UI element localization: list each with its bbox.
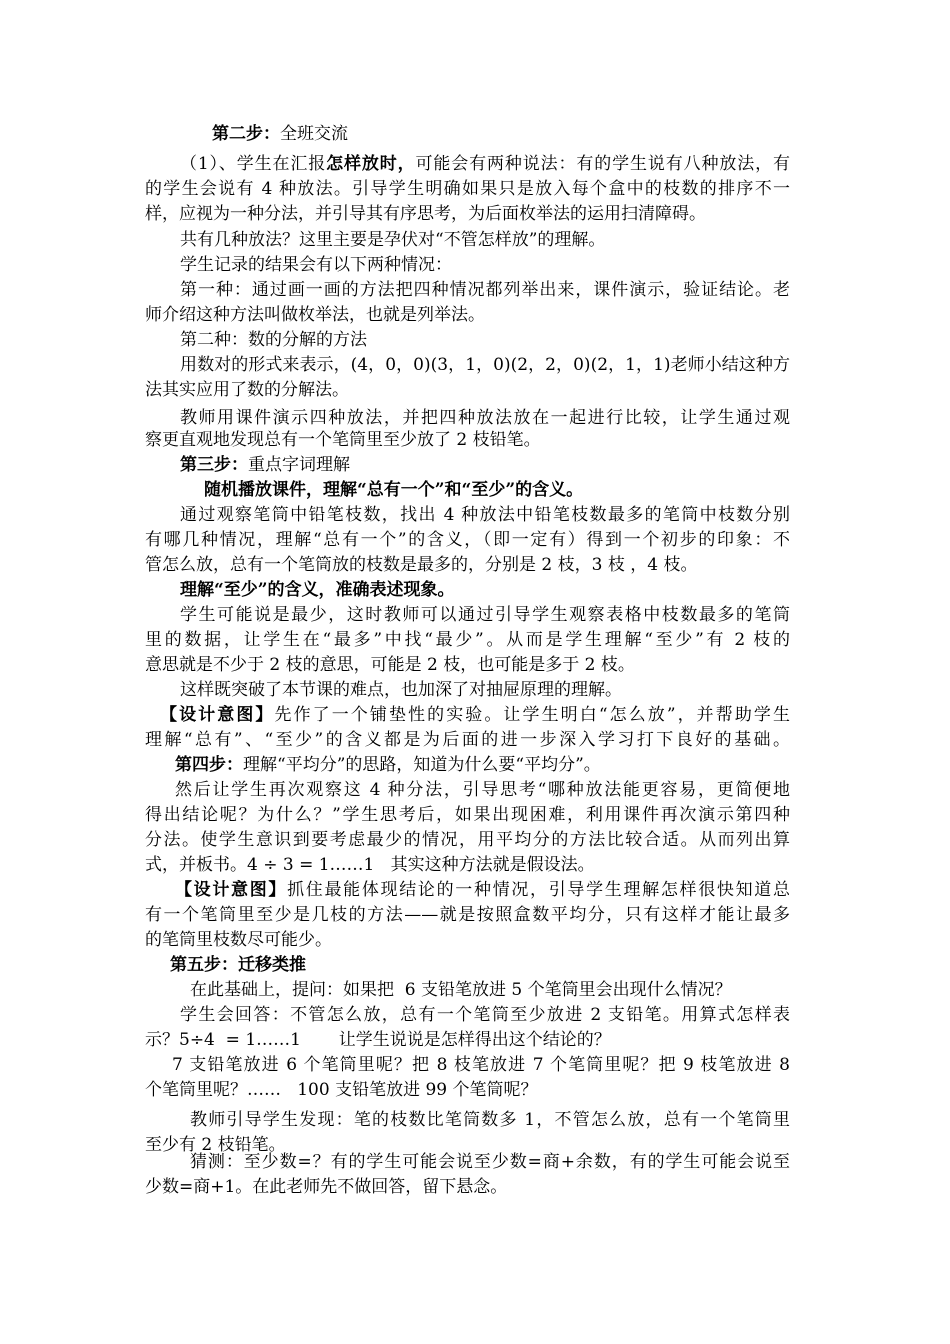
bold-subheading: 理解“至少”的含义，准确表述现象。 [180, 580, 455, 600]
paragraph-line: 式，并板书。4 ÷ 3 = 1……1 其实这种方法就是假设法。 [145, 855, 595, 875]
paragraph-line: 猜测：至少数=？有的学生可能会说至少数=商+余数，有的学生可能会说至 [190, 1152, 790, 1172]
paragraph-line: 的笔筒里枝数尽可能少。 [145, 930, 332, 950]
paragraph-line: 个笔筒里呢？…… 100 支铅笔放进 99 个笔筒呢？ [145, 1080, 538, 1100]
step5-heading: 第五步：迁移类推 [170, 955, 306, 975]
paragraph-line: 学生可能说是最少，这时教师可以通过引导学生观察表格中枝数最多的笔筒 [180, 605, 790, 625]
paragraph-line: 第一种：通过画一画的方法把四种情况都列举出来，课件演示，验证结论。老 [180, 280, 790, 300]
paragraph-line: 少数=商+1。在此老师先不做回答，留下悬念。 [145, 1177, 508, 1197]
text-run: 先作了一个铺垫性的实验。让学生明白“怎么放”，并帮助学生 [274, 705, 790, 725]
paragraph-line: 理解“总有”、“至少”的含义都是为后面的进一步深入学习打下良好的基础。 [145, 730, 790, 750]
paragraph-line: 学生记录的结果会有以下两种情况： [180, 255, 452, 275]
design-intent-line [160, 705, 790, 725]
paragraph-line: 师介绍这种方法叫做枚举法，也就是列举法。 [145, 305, 485, 325]
text-run: 可能会有两种说法：有的学生说有八种放法，有 [415, 154, 791, 174]
design-intent-label: 【设计意图】 [175, 880, 288, 900]
paragraph-line: 样，应视为一种分法，并引导其有序思考，为后面枚举法的运用扫清障碍。 [145, 204, 706, 224]
paragraph-line: 得出结论呢？为什么？”学生思考后，如果出现困难，利用课件再次演示第四种 [145, 805, 790, 825]
paragraph-line: 第二种：数的分解的方法 [180, 330, 367, 350]
step-title: 理解“平均分”的思路，知道为什么要“平均分”。 [243, 755, 601, 775]
step3-heading [180, 455, 350, 475]
design-intent-label: 【设计意图】 [160, 705, 275, 725]
bold-run: 怎样放时， [326, 154, 416, 174]
step-title: 重点字词理解 [248, 455, 350, 475]
paragraph-line: 这样既突破了本节课的难点，也加深了对抽屉原理的理解。 [180, 680, 622, 700]
paragraph-line [180, 154, 790, 174]
paragraph-line: 察更直观地发现总有一个笔筒里至少放了 2 枝铅笔。 [145, 430, 541, 450]
paragraph-line: 共有几种放法？这里主要是孕伏对“不管怎样放”的理解。 [180, 230, 606, 250]
paragraph-line: 教师用课件演示四种放法，并把四种放法放在一起进行比较，让学生通过观 [180, 408, 790, 428]
text-run: 抓住最能体现结论的一种情况，引导学生理解怎样很快知道总 [287, 880, 790, 900]
paragraph-line: 通过观察笔筒中铅笔枝数，找出 4 种放法中铅笔枝数最多的笔筒中枝数分别 [180, 505, 790, 525]
step-label: 第四步： [175, 755, 243, 775]
paragraph-line: 至少有 2 枝铅笔。 [145, 1135, 286, 1155]
step-label: 第三步： [180, 455, 248, 475]
paragraph-line: 里的数据，让学生在“最多”中找“最少”。从而是学生理解“至少”有 2 枝的 [145, 630, 790, 650]
step2-heading [212, 124, 348, 144]
paragraph-line: 用数对的形式来表示，(4，0，0)(3，1，0)(2，2，0)(2，1，1)老师小结这种方 [180, 355, 790, 375]
paragraph-line: 意思就是不少于 2 枝的意思，可能是 2 枝，也可能是多于 2 枝。 [145, 655, 635, 675]
paragraph-line: 法其实应用了数的分解法。 [145, 380, 349, 400]
paragraph-line: 学生会回答：不管怎么放，总有一个笔筒至少放进 2 支铅笔。用算式怎样表 [180, 1005, 790, 1025]
bold-subheading: 随机播放课件，理解“总有一个”和“至少”的含义。 [204, 480, 584, 500]
step4-heading [175, 755, 601, 775]
paragraph-line: 然后让学生再次观察这 4 种分法，引导思考“哪种放法能更容易，更简便地 [175, 780, 790, 800]
paragraph-line: 7 支铅笔放进 6 个笔筒里呢？把 8 枝笔放进 7 个笔筒里呢？把 9 枝笔放进 8 [172, 1055, 790, 1075]
paragraph-line: 分法。使学生意识到要考虑最少的情况，用平均分的方法比较合适。从而列出算 [145, 830, 790, 850]
design-intent-line [175, 880, 790, 900]
step-title: 全班交流 [280, 124, 348, 144]
step-label: 第二步： [212, 124, 280, 144]
text-run: （1）、学生在汇报 [180, 154, 327, 174]
paragraph-line: 有哪几种情况，理解“总有一个”的含义，（即一定有）得到一个初步的印象：不 [145, 530, 790, 550]
paragraph-line: 管怎么放，总有一个笔筒放的枝数是最多的，分别是 2 枝，3 枝 ，4 枝。 [145, 555, 698, 575]
paragraph-line: 在此基础上，提问：如果把 6 支铅笔放进 5 个笔筒里会出现什么情况？ [190, 980, 732, 1000]
paragraph-line: 的学生会说有 4 种放法。引导学生明确如果只是放入每个盒中的枝数的排序不一 [145, 179, 790, 199]
paragraph-line: 有一个笔筒里至少是几枝的方法——就是按照盒数平均分，只有这样才能让最多 [145, 905, 790, 925]
paragraph-line: 教师引导学生发现：笔的枝数比笔筒数多 1，不管怎么放，总有一个笔筒里 [190, 1110, 790, 1130]
paragraph-line: 示？5÷4 = 1……1 让学生说说是怎样得出这个结论的？ [145, 1030, 611, 1050]
